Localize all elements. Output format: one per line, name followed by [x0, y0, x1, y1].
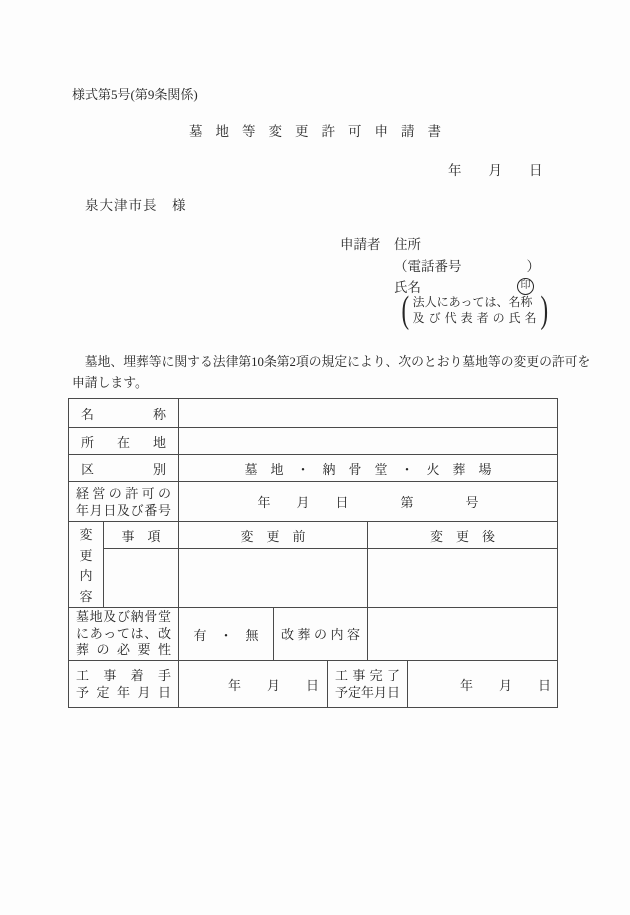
name-label-cell: 名称 — [69, 399, 179, 428]
construction-complete-label-line2: 予定年月日 — [335, 685, 401, 700]
open-paren-icon: ( — [401, 289, 410, 331]
change-char-2: 更 — [79, 547, 93, 563]
name-value-cell — [179, 399, 558, 428]
name-label: 氏名 — [394, 280, 421, 295]
category-label-cell: 区別 — [69, 455, 179, 482]
permit-label-line1: 経営の許可の — [76, 485, 171, 501]
change-char-3: 内 — [79, 568, 93, 584]
body-line1: 墓地、埋葬等に関する法律第10条第2項の規定により、次のとおり墓地等の変更の許可を — [72, 355, 591, 369]
phone-row — [394, 255, 540, 275]
close-paren-icon: ) — [540, 289, 548, 331]
item-header-cell: 事 項 — [104, 522, 179, 549]
form-number: 様式第5号(第9条関係) — [72, 87, 198, 102]
application-table — [68, 398, 558, 708]
phone-close-paren: ） — [526, 259, 540, 274]
corporate-note-line2: 及び代表者の氏名 — [412, 311, 537, 325]
reburial-detail-label: 改葬の内容 — [281, 626, 360, 642]
construction-complete-label-line1: 工事完了 — [335, 668, 400, 683]
item-value-cell — [104, 549, 179, 608]
location-label-cell: 所在地 — [69, 428, 179, 455]
before-value-cell — [179, 549, 368, 608]
construction-start-label-cell — [69, 661, 179, 708]
reburial-detail-value-cell — [368, 608, 558, 661]
applicant-label: 申請者 — [340, 237, 381, 252]
reburial-options-cell: 有 ・ 無 — [179, 608, 274, 661]
reburial-detail-label-cell — [274, 608, 368, 661]
reburial-label-cell — [69, 608, 179, 661]
date-line: 年 月 日 — [448, 163, 543, 178]
change-content-vertical-label — [69, 524, 103, 606]
change-content-vertical-label-cell — [69, 522, 104, 608]
after-value-cell — [368, 549, 558, 608]
body-line2: 申請します。 — [72, 375, 148, 390]
permit-value-cell: 年 月 日 第 号 — [179, 482, 558, 522]
construction-start-date-cell: 年 月 日 — [179, 661, 328, 708]
corporate-note-line1: 法人にあっては、名称 — [412, 294, 533, 309]
page-title: 墓地等変更許可申請書 — [189, 124, 454, 139]
construction-start-label-line1: 工事着手 — [76, 668, 171, 683]
seal-character: 印 — [520, 280, 531, 291]
reburial-label-line2: にあっては、改 — [76, 625, 171, 641]
construction-start-label-line2: 予定年月日 — [76, 685, 171, 700]
construction-complete-date-cell: 年 月 日 — [408, 661, 558, 708]
reburial-label-line3: 葬の必要性 — [76, 642, 171, 658]
reburial-label-line1: 墓地及び納骨堂 — [76, 609, 171, 625]
addressee: 泉大津市長 様 — [85, 198, 187, 213]
corporate-note-text — [413, 294, 537, 327]
change-char-4: 容 — [79, 588, 93, 604]
change-char-1: 変 — [79, 527, 93, 543]
location-value-cell — [179, 428, 558, 455]
seal-icon — [517, 278, 534, 295]
after-header-cell: 変 更 後 — [368, 522, 558, 549]
body-paragraph — [72, 352, 590, 393]
before-header-cell: 変 更 前 — [179, 522, 368, 549]
construction-complete-label-cell — [328, 661, 408, 708]
phone-label: （電話番号 — [394, 259, 462, 274]
address-label: 住所 — [394, 237, 421, 252]
permit-label-cell — [69, 482, 179, 522]
permit-label-line2: 年月日及び番号 — [76, 502, 171, 518]
corporate-note — [399, 289, 550, 331]
category-options-cell: 墓 地 ・ 納 骨 堂 ・ 火 葬 場 — [179, 455, 558, 482]
